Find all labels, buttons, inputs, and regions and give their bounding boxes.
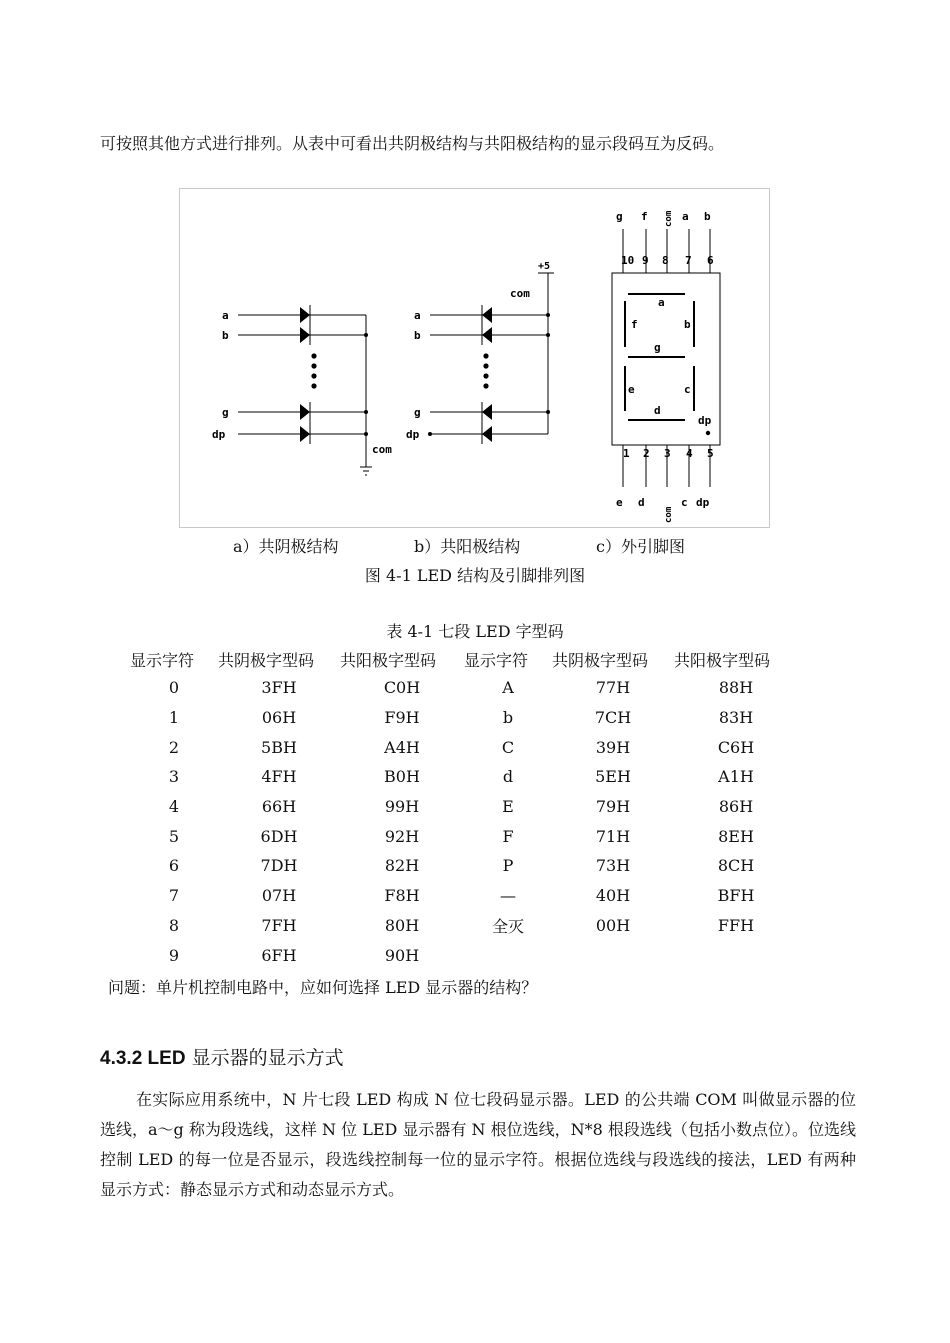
table-cell: 5BH bbox=[261, 737, 297, 757]
table-row bbox=[130, 911, 798, 941]
led-figure bbox=[179, 188, 770, 528]
pin-number-8: 8 bbox=[662, 254, 669, 267]
cathode-com-label: com bbox=[372, 443, 392, 456]
segment-code-table bbox=[130, 645, 798, 970]
pin-number-1: 1 bbox=[623, 447, 630, 460]
section-number: 4.3.2 LED bbox=[100, 1048, 186, 1069]
segment-label-d: d bbox=[654, 404, 661, 417]
table-cell: F bbox=[502, 826, 514, 846]
table-row bbox=[130, 762, 798, 792]
pin-number-9: 9 bbox=[642, 254, 649, 267]
anode-com-label: com bbox=[510, 287, 530, 300]
table-cell: B0H bbox=[384, 767, 420, 787]
cathode-label-a: a bbox=[222, 309, 229, 322]
table-cell: 88H bbox=[718, 678, 754, 698]
anode-supply-label: +5 bbox=[538, 261, 551, 272]
table-cell: 9 bbox=[168, 945, 180, 965]
figure-caption: 图 4-1 LED 结构及引脚排列图 bbox=[364, 566, 586, 585]
pin-number-10: 10 bbox=[621, 254, 635, 267]
pin-number-7: 7 bbox=[685, 254, 692, 267]
table-cell: A4H bbox=[384, 737, 420, 757]
table-header: 显示字符 bbox=[130, 650, 195, 670]
table-cell: 2 bbox=[168, 737, 180, 757]
table-cell: 06H bbox=[261, 708, 297, 728]
cathode-label-g: g bbox=[222, 406, 229, 419]
table-cell: d bbox=[502, 767, 514, 787]
table-cell: 66H bbox=[261, 797, 297, 817]
pin-number-3: 3 bbox=[664, 447, 671, 460]
figure-sublabel-c: c）外引脚图 bbox=[596, 537, 685, 556]
pin-top-signal-g: g bbox=[616, 210, 623, 223]
table-cell: 79H bbox=[595, 797, 631, 817]
table-cell bbox=[464, 940, 552, 970]
table-cell: 80H bbox=[384, 915, 420, 935]
table-cell: 5 bbox=[168, 826, 180, 846]
figure-sublabel-b: b）共阳极结构 bbox=[414, 537, 521, 556]
segment-label-e: e bbox=[628, 383, 635, 396]
table-cell: — bbox=[500, 886, 516, 906]
table-row bbox=[130, 821, 798, 851]
table-cell: 7CH bbox=[594, 708, 632, 728]
anode-label-dp: dp bbox=[406, 428, 420, 441]
table-cell: 99H bbox=[384, 797, 420, 817]
pin-top-signal-com: com bbox=[664, 210, 674, 227]
table-cell: E bbox=[502, 797, 514, 817]
table-cell: 8CH bbox=[717, 856, 755, 876]
table-header: 显示字符 bbox=[464, 650, 529, 670]
table-cell: 77H bbox=[595, 678, 631, 698]
pin-bottom-signal-dp: dp bbox=[696, 496, 710, 509]
table-row bbox=[130, 792, 798, 822]
section-title: 显示器的显示方式 bbox=[185, 1047, 344, 1069]
table-cell: 39H bbox=[595, 737, 631, 757]
table-cell bbox=[674, 940, 798, 970]
pin-top-signal-b: b bbox=[704, 210, 711, 223]
table-cell: F9H bbox=[384, 708, 420, 728]
table-row bbox=[130, 673, 798, 703]
anode-label-a: a bbox=[414, 309, 421, 322]
table-cell: 83H bbox=[718, 708, 754, 728]
pin-bottom-signal-com: com bbox=[664, 506, 674, 523]
anode-label-g: g bbox=[414, 406, 421, 419]
figure-sublabel-a: a）共阴极结构 bbox=[233, 537, 339, 556]
pin-number-6: 6 bbox=[707, 254, 714, 267]
table-cell: 3 bbox=[168, 767, 180, 787]
table-cell: 82H bbox=[384, 856, 420, 876]
table-cell: 86H bbox=[718, 797, 754, 817]
pin-bottom-signal-c: c bbox=[681, 496, 688, 509]
table-cell: 90H bbox=[384, 945, 420, 965]
table-cell: 7FH bbox=[261, 915, 297, 935]
cathode-label-dp: dp bbox=[212, 428, 226, 441]
segment-label-a: a bbox=[658, 296, 665, 309]
table-cell: 1 bbox=[168, 708, 180, 728]
table-row bbox=[130, 732, 798, 762]
table-row bbox=[130, 940, 798, 970]
table-cell: b bbox=[502, 708, 514, 728]
table-row bbox=[130, 851, 798, 881]
table-cell: 全灭 bbox=[491, 916, 524, 936]
table-row bbox=[130, 703, 798, 733]
cathode-label-b: b bbox=[222, 329, 229, 342]
table-header: 共阴极字型码 bbox=[218, 650, 315, 670]
table-cell: FFH bbox=[717, 915, 755, 935]
table-cell: 00H bbox=[595, 915, 631, 935]
table-cell: 8EH bbox=[718, 826, 754, 846]
table-cell: 7DH bbox=[260, 856, 298, 876]
question-text: 问题：单片机控制电路中，应如何选择 LED 显示器的结构？ bbox=[108, 978, 538, 997]
table-cell: 40H bbox=[595, 886, 631, 906]
table-cell: 3FH bbox=[261, 678, 297, 698]
table-cell: 5EH bbox=[595, 767, 631, 787]
table-cell: 6 bbox=[168, 856, 180, 876]
table-cell: 92H bbox=[384, 826, 420, 846]
table-cell: F8H bbox=[384, 886, 420, 906]
table-cell: 7 bbox=[168, 886, 180, 906]
segment-label-c: c bbox=[684, 383, 691, 396]
pin-top-signal-a: a bbox=[682, 210, 689, 223]
segment-label-dp: dp bbox=[698, 414, 712, 427]
table-cell: A1H bbox=[718, 767, 754, 787]
table-cell: 71H bbox=[595, 826, 631, 846]
section-heading bbox=[100, 1043, 344, 1070]
table-cell: 4 bbox=[168, 797, 180, 817]
table-cell: 73H bbox=[595, 856, 631, 876]
pin-number-4: 4 bbox=[686, 447, 693, 460]
segment-label-g: g bbox=[654, 341, 661, 354]
pin-number-2: 2 bbox=[643, 447, 650, 460]
anode-label-b: b bbox=[414, 329, 421, 342]
pin-number-5: 5 bbox=[707, 447, 714, 460]
table-cell: BFH bbox=[717, 886, 755, 906]
segment-label-f: f bbox=[631, 318, 638, 331]
table-cell: C bbox=[501, 737, 515, 757]
table-cell: P bbox=[502, 856, 514, 876]
table-header: 共阳极字型码 bbox=[340, 650, 437, 670]
segment-label-b: b bbox=[684, 318, 691, 331]
pin-bottom-signal-d: d bbox=[638, 496, 645, 509]
table-cell: A bbox=[502, 678, 514, 698]
led-structure-diagram bbox=[180, 189, 771, 529]
pin-top-signal-f: f bbox=[641, 210, 648, 223]
table-cell: C6H bbox=[717, 737, 755, 757]
table-cell: 8 bbox=[168, 915, 180, 935]
table-cell bbox=[552, 940, 674, 970]
table-cell: C0H bbox=[383, 678, 421, 698]
table-title: 表 4-1 七段 LED 字型码 bbox=[386, 622, 564, 641]
table-header-row bbox=[130, 645, 798, 673]
intro-paragraph: 可按照其他方式进行排列。从表中可看出共阴极结构与共阳极结构的显示段码互为反码。 bbox=[100, 134, 725, 153]
pin-bottom-signal-e: e bbox=[616, 496, 623, 509]
table-cell: 6FH bbox=[261, 945, 297, 965]
table-cell: 4FH bbox=[261, 767, 297, 787]
table-header: 共阴极字型码 bbox=[552, 650, 649, 670]
table-cell: 6DH bbox=[260, 826, 298, 846]
table-cell: 07H bbox=[261, 886, 297, 906]
table-header: 共阳极字型码 bbox=[674, 650, 771, 670]
table-cell: 0 bbox=[168, 678, 180, 698]
table-row bbox=[130, 881, 798, 911]
body-paragraph: 在实际应用系统中，N 片七段 LED 构成 N 位七段码显示器。LED 的公共端 COM 叫做显示器的位选线，a～g 称为段选线，这样 N 位 LED 显示器有 N 根位选线，N*8 根段选线（包括小数点位）。位选线控制 LED 的每一位是否显示，段选线控制每一位的显示字符。根据位选线与段选线的接法，LED 有两种显示方式：静态显示方式和动态显示方式。 bbox=[100, 1090, 856, 1199]
